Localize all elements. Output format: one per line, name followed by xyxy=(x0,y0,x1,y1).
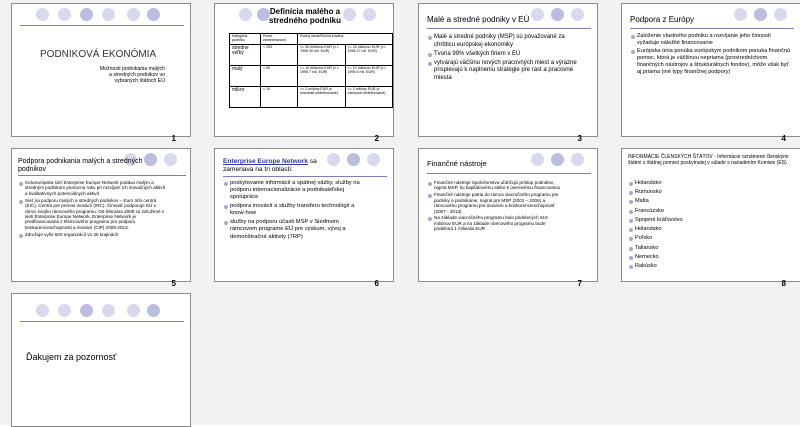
decor-circle xyxy=(36,304,49,317)
decor-circle xyxy=(164,153,177,166)
slide-title: Podpora podnikania malých a stredných podnikov xyxy=(18,158,143,174)
slide-title: Enterprise Europe Network sa zameriava na tri oblasti: xyxy=(223,158,317,174)
decor-circle xyxy=(80,8,93,21)
slide-title: Podpora z Európy xyxy=(630,15,695,24)
table-cell: mikro xyxy=(230,86,261,107)
bullet-item: Spojené kráľovstvo xyxy=(628,217,748,225)
table-header: Kategória podniku xyxy=(230,34,261,45)
table-cell: < 10 xyxy=(261,86,298,107)
slide-3[interactable] xyxy=(418,3,598,137)
slide-bullets xyxy=(628,180,748,272)
decor-circle xyxy=(127,8,140,21)
decor-line xyxy=(223,176,387,177)
slide-5[interactable] xyxy=(11,148,191,282)
slide-bullets xyxy=(18,180,168,239)
decor-line xyxy=(427,173,591,174)
decor-line xyxy=(20,25,184,26)
bullet-item: Finančné nástroje Spoločenstva uľahčujú prístup podnikov, najmä MSP, ku kapitálovému alebo k úverovému financovaniu xyxy=(427,180,562,191)
bullet-item: Malta xyxy=(628,198,748,206)
slide-number: 4 xyxy=(781,134,786,143)
slide-8[interactable] xyxy=(621,148,800,282)
decor-circle xyxy=(571,153,584,166)
decor-circle xyxy=(774,8,787,21)
decor-line xyxy=(20,321,184,322)
decor-circle xyxy=(102,8,115,21)
bullet-item: Francúzsko xyxy=(628,208,748,216)
slide-bullets xyxy=(630,33,790,78)
definition-table xyxy=(229,33,393,108)
slide-title: Malé a stredné podniky v EÚ xyxy=(427,15,530,24)
slide-number: 3 xyxy=(577,134,582,143)
table-cell: malý xyxy=(230,65,261,86)
decor-circle xyxy=(363,8,376,21)
table-cell: <= 43 miliónov EUR (v r. 1996 27 mil. EUR) xyxy=(345,44,393,65)
bullet-item: Holandsko xyxy=(628,226,748,234)
bullet-item: Združuje vyše 500 organizácií vo 35 krajinách xyxy=(18,232,168,237)
decor-circle xyxy=(531,153,544,166)
slide-number: 2 xyxy=(374,134,379,143)
bullet-item: Na základe viacročného programu bolo pridelených 510 miliónov EUR a na základe rámcového programu bude pridelená 1 miliarda EUR xyxy=(427,215,562,231)
decor-circle xyxy=(102,304,115,317)
bullet-item: Malé a stredné podniky (MSP) sú považované za chrbticu európskej ekonomiky xyxy=(427,34,577,49)
slide-subtitle: Možnosti podnikania malých a stredných podnikov vo vybraných štátoch EÚ xyxy=(99,66,165,85)
slide-6[interactable] xyxy=(214,148,394,282)
decor-circle xyxy=(58,8,71,21)
table-cell: < 50 xyxy=(261,65,298,86)
decor-line xyxy=(427,28,591,29)
slide-bullets xyxy=(427,34,577,84)
slide-title: Definícia malého a stredného podniku xyxy=(269,7,341,25)
decor-circle xyxy=(147,8,160,21)
bullet-item: Rumunsko xyxy=(628,189,748,197)
slide-2[interactable] xyxy=(214,3,394,137)
decor-circle xyxy=(147,304,160,317)
slide-bullets xyxy=(223,180,365,242)
slide-bullets xyxy=(427,180,562,233)
bullet-item: poskytovanie informácií a spätnej väzby, služby na podporu internacionalizácie a podnikateľskej spolupráce xyxy=(223,180,365,202)
bullet-item: služby na podporu účasti MSP v Siedmom rámcovom programe EÚ pre výskum, vývoj a demonštračné aktivity (7RP) xyxy=(223,219,365,241)
decor-circle xyxy=(36,8,49,21)
decor-circle xyxy=(239,8,252,21)
bullet-item: Sieť na podporu malých a stredných podnikov – Euro Info centrá (EIC), Centrá pre prenos inovácií (IRC). Činnosť podporuje EÚ v rámci svojho rámcového programu. Od februára 2008 sú združené v sieti Enterprise Europe Network. Enterprise Network je predfinancovaná z Rámcového programu pre podporu konkurencieschopnosti a inovácií (CIP) 2008-2013. xyxy=(18,198,168,230)
slide-number: 5 xyxy=(171,279,176,288)
decor-line xyxy=(630,28,794,29)
slide-number: 8 xyxy=(781,279,786,288)
table-cell: <= 2 milióny EUR (v minulosti nedefinované) xyxy=(298,86,346,107)
decor-circle xyxy=(551,153,564,166)
bullet-item: podpora inovácií a služby transferu technológií a know-how xyxy=(223,203,365,217)
bullet-item: Taliansko xyxy=(628,245,748,253)
slide-1[interactable] xyxy=(11,3,191,137)
decor-circle xyxy=(127,304,140,317)
bullet-item: Rakúsko xyxy=(628,263,748,271)
slide-4[interactable] xyxy=(621,3,800,137)
decor-circle xyxy=(531,8,544,21)
decor-line xyxy=(18,175,186,176)
bullet-item: Založenie vlastného podniku a rozvíjanie jeho činnosti vyžaduje náležité financovanie xyxy=(630,33,790,47)
bullet-item: Nemecko xyxy=(628,254,748,262)
table-cell: < 250 xyxy=(261,44,298,65)
decor-circle xyxy=(80,304,93,317)
decor-circle xyxy=(347,153,360,166)
slide-number: 7 xyxy=(577,279,582,288)
table-header: Ročný obrat/Ročná súvaha xyxy=(298,34,393,45)
decor-circle xyxy=(367,153,380,166)
table-cell: <= 10 miliónov EUR (v r. 1996 5 mil. EUR) xyxy=(345,65,393,86)
decor-circle xyxy=(551,8,564,21)
decor-circle xyxy=(754,8,767,21)
slide-9[interactable] xyxy=(11,293,191,427)
table-cell: <= 50 miliónov EUR (v r. 1996 40 mil. EUR) xyxy=(298,44,346,65)
slide-7[interactable] xyxy=(418,148,598,282)
slide-number: 1 xyxy=(171,134,176,143)
decor-circle xyxy=(571,8,584,21)
slide-number: 6 xyxy=(374,279,379,288)
table-cell: <= 10 miliónov EUR (v r. 1996 7 mil. EUR) xyxy=(298,65,346,86)
slide-title: Ďakujem za pozornosť xyxy=(26,352,117,362)
bullet-item: Poľsko xyxy=(628,235,748,243)
enterprise-europe-network-link[interactable]: Enterprise Europe Network xyxy=(223,158,309,165)
decor-circle xyxy=(58,304,71,317)
bullet-item: Holandsko xyxy=(628,180,748,188)
slide-title: PODNIKOVÁ EKONÓMIA xyxy=(40,49,157,60)
slide-title: Finančné nástroje xyxy=(427,159,487,168)
table-cell: stredne veľký xyxy=(230,44,261,65)
bullet-item: Finančné nástroje patria do rámca viacročného programu pre podniky a podnikanie, najmä pre MSP (2001 – 2006) a rámcového programu pre inovácie a konkurencieschopnosť (2007 - 2013) xyxy=(427,192,562,214)
bullet-item: vytvárajú väčšinu nových pracovných miest a výrazne prispievajú k naplneniu stratégie pre rast a pracovné miesta xyxy=(427,60,577,83)
bullet-item: Európska únia ponúka európskym podnikom ponuka finančnú pomoc, ktorá je väčšinou nepriama (prostredníctvom finančných nástrojov a štrukturálnych fondov), môže však byť aj priama (iné typy finančnej podpory) xyxy=(630,48,790,76)
table-header: Počet zamestnancov xyxy=(261,34,298,45)
bullet-item: Tvoria 99% všetkých firiem v EÚ xyxy=(427,51,577,59)
slide-title: INFORMÁCIE ČLENSKÝCH ŠTÁTOV - Informácie oznámené členskými štátmi o štátnej pomoci poskytnutej v súlade s nariadením Komisie (ES) xyxy=(628,154,789,166)
decor-circle xyxy=(734,8,747,21)
bullet-item: Celoeurópska sieť Enterprise Europe Network podáva malým a stredným podnikom pomocnú ruku pri rozvíjaní ich inovačných aktivít a kvalitatívnych potenciálnych aktivít xyxy=(18,180,168,196)
table-cell: <= 2 milióny EUR (v minulosti nedefinované) xyxy=(345,86,393,107)
